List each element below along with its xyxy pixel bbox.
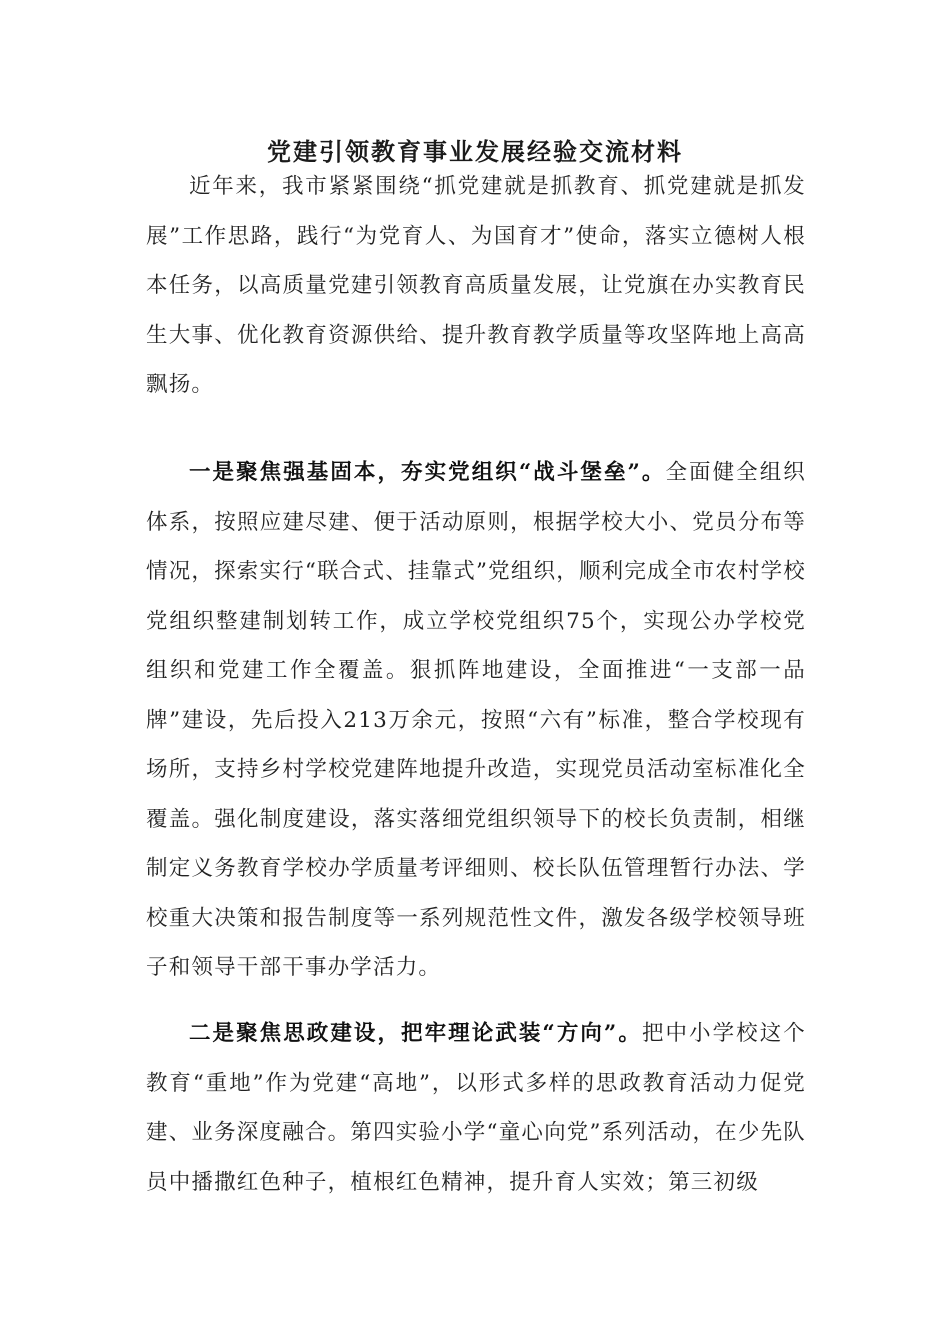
paragraph-section-1 — [146, 448, 806, 993]
paragraph-section-2 — [146, 1009, 806, 1207]
paragraph-lead-heading: 一是聚焦强基固本，夯实党组织“战斗堡垒”。 — [189, 460, 666, 485]
document-title: 党建引领教育事业发展经验交流材料 — [267, 137, 683, 166]
paragraph-text: 全面健全组织体系，按照应建尽建、便于活动原则，根据学校大小、党员分布等情况，探索实行“联合式、挂靠式”党组织，顺利完成全市农村学校党组织整建制划转工作，成立学校党组织75个，实现公办学校党组织和党建工作全覆盖。狠抓阵地建设，全面推进“一支部一品牌”建设，先后投入213万余元，按照“六有”标准，整合学校现有场所，支持乡村学校党建阵地提升改造，实现党员活动室标准化全覆盖。强化制度建设，落实落细党组织领导下的校长负责制，相继制定义务教育学校办学质量考评细则、校长队伍管理暂行办法、学校重大决策和报告制度等一系列规范性文件，激发各级学校领导班子和领导干部干事办学活力。 — [146, 460, 807, 980]
paragraph-text: 把中小学校这个教育“重地”作为党建“高地”，以形式多样的思政教育活动力促党建、业务深度融合。第四实验小学“童心向党”系列活动，在少先队员中播撒红色种子，植根红色精神，提升育人实效；第三初级 — [146, 1021, 806, 1195]
paragraph-text: 近年来，我市紧紧围绕“抓党建就是抓教育、抓党建就是抓发展”工作思路，践行“为党育人、为国育才”使命，落实立德树人根本任务，以高质量党建引领教育高质量发展，让党旗在办实教育民生大事、优化教育资源供给、提升教育教学质量等攻坚阵地上高高飘扬。 — [146, 174, 806, 397]
paragraph-lead-heading: 二是聚焦思政建设，把牢理论武装“方向”。 — [189, 1021, 642, 1046]
paragraph-intro — [146, 162, 806, 410]
